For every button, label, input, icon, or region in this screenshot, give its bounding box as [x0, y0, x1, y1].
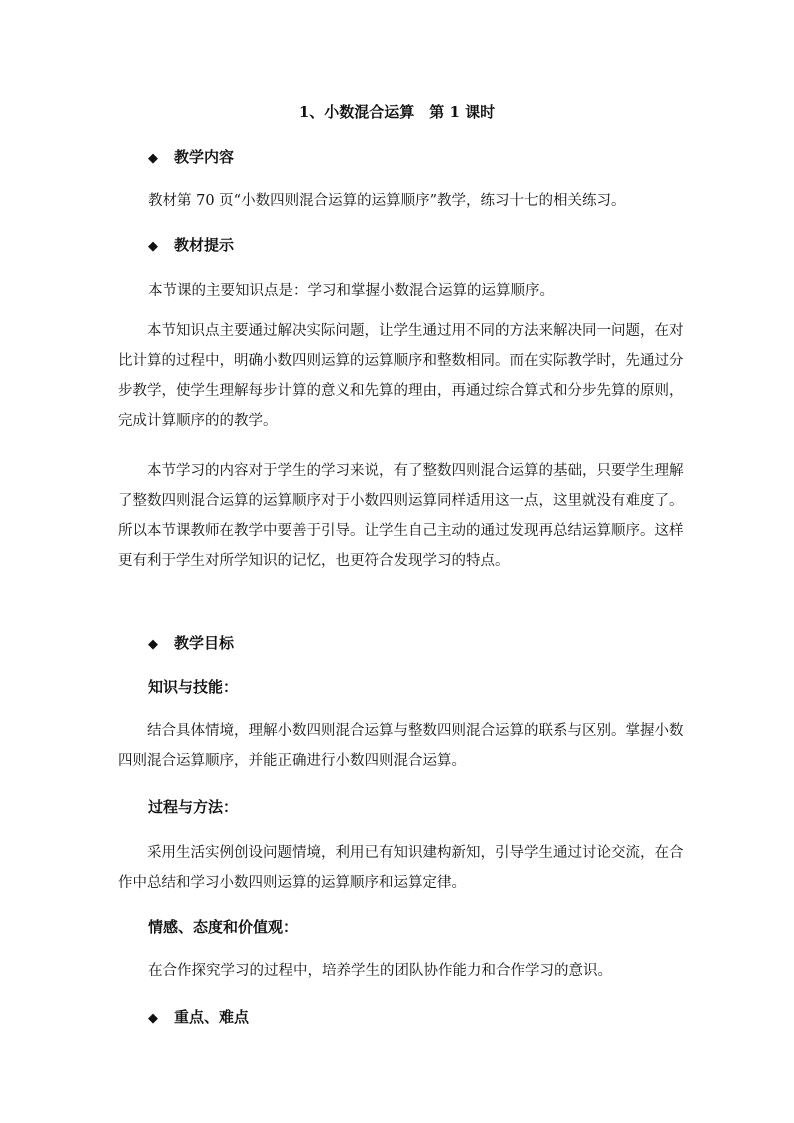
diamond-bullet-icon: ◆ [148, 239, 158, 254]
process-method-label: 过程与方法： [148, 798, 239, 816]
section-heading-label: 教学目标 [174, 634, 235, 652]
emotion-values-label: 情感、态度和价值观： [148, 918, 299, 936]
hint-paragraph-1: 本节课的主要知识点是：学习和掌握小数混合运算的运算顺序。 [148, 283, 554, 299]
section-heading-content [148, 146, 234, 170]
section-heading-goals [148, 632, 234, 656]
knowledge-skills-label: 知识与技能： [148, 678, 239, 696]
diamond-bullet-icon: ◆ [148, 151, 158, 166]
emotion-values-text: 在合作探究学习的过程中，培养学生的团队协作能力和合作学习的意识。 [148, 963, 612, 979]
content-paragraph: 教材第 70 页“小数四则混合运算的运算顺序”教学，练习十七的相关练习。 [148, 193, 626, 209]
section-heading-label: 教材提示 [174, 236, 235, 254]
hint-paragraph-2: 本节知识点主要通过解决实际问题，让学生通过用不同的方法来解决同一问题，在对比计算的过程中，明确小数四则运算的运算顺序和整数相同。而在实际教学时，先通过分步教学，使学生理解每步计算的意义和先算的理由，再通过综合算式和分步先算的原则，完成计算顺序的的教学。 [118, 323, 684, 429]
process-method-text: 采用生活实例创设问题情境，利用已有知识建构新知，引导学生通过讨论交流，在合作中总结和学习小数四则运算的运算顺序和运算定律。 [118, 845, 684, 891]
section-heading-label: 重点、难点 [174, 1008, 250, 1026]
hint-paragraph-3: 本节学习的内容对于学生的学习来说，有了整数四则混合运算的基础，只要学生理解了整数四则混合运算的运算顺序对于小数四则运算同样适用这一点，这里就没有难度了。所以本节课教师在教学中要善于引导。让学生自己主动的通过发现再总结运算顺序。这样更有利于学生对所学知识的记忆，也更符合发现学习的特点。 [118, 463, 684, 569]
page-title: 1、小数混合运算 第 1 课时 [298, 103, 496, 121]
knowledge-skills-text: 结合具体情境，理解小数四则混合运算与整数四则混合运算的联系与区别。掌握小数四则混合运算顺序，并能正确进行小数四则混合运算。 [118, 723, 684, 769]
section-heading-hint [148, 234, 234, 258]
diamond-bullet-icon: ◆ [148, 1011, 158, 1026]
diamond-bullet-icon: ◆ [148, 637, 158, 652]
section-heading-label: 教学内容 [174, 148, 235, 166]
section-heading-keypoints [148, 1006, 249, 1030]
